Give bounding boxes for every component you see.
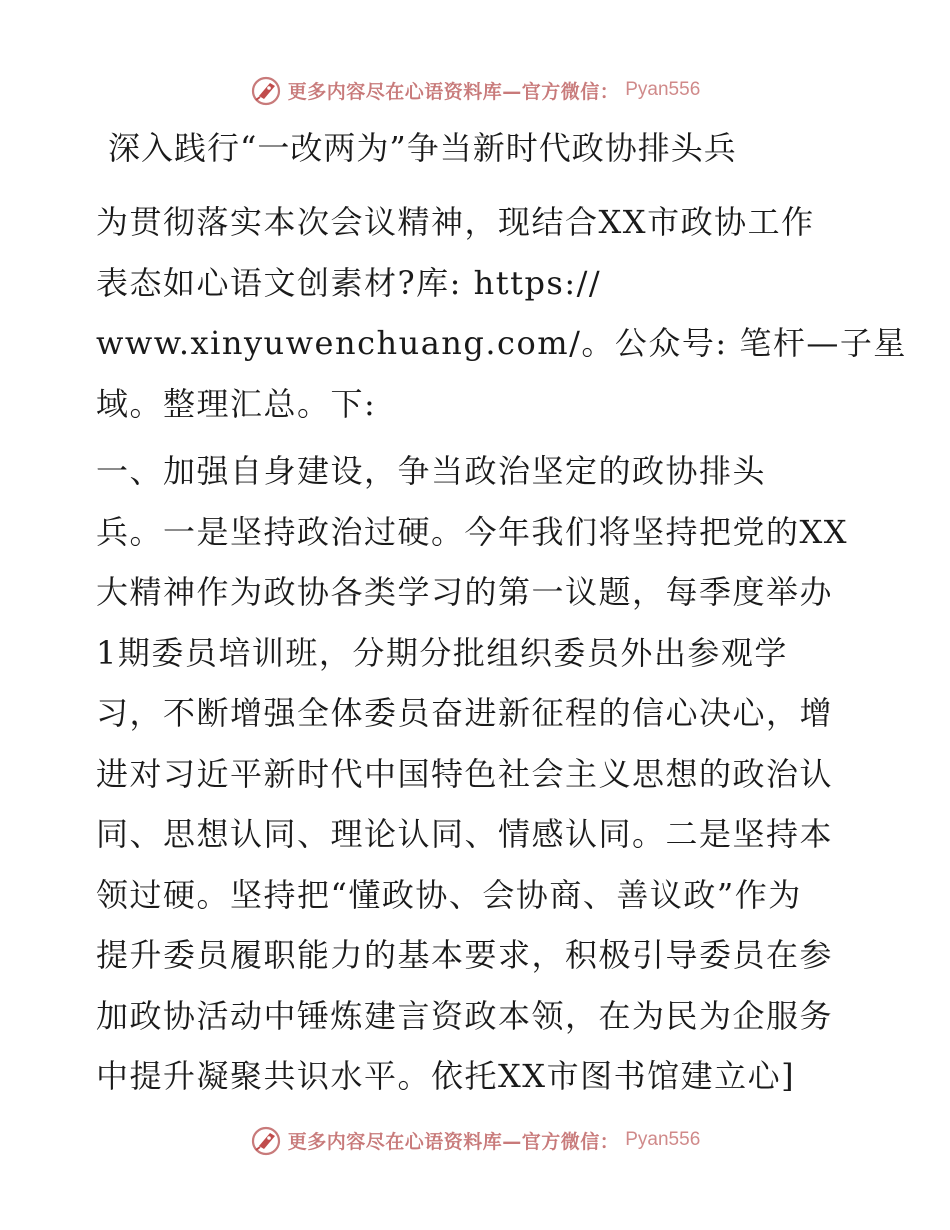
- text-line: 1期委员培训班，分期分批组织委员外出参观学: [96, 633, 788, 672]
- text-line: 为贯彻落实本次会议精神，现结合XX市政协工作: [96, 203, 815, 241]
- banner-wechat-handle: Pyan556: [625, 79, 701, 100]
- text-line: 表态如心语文创素材?库: https://: [96, 263, 602, 302]
- text-line: 一、加强自身建设，争当政治坚定的政协排头: [96, 452, 767, 490]
- banner-wechat-handle: Pyan556: [625, 1129, 701, 1150]
- text-line: 习，不断增强全体委员奋进新征程的信心决心，增: [96, 694, 834, 732]
- banner-text: 更多内容尽在心语资料库—官方微信：: [287, 1130, 620, 1153]
- text-line: 大精神作为政协各类学习的第一议题，每季度举办: [96, 573, 834, 611]
- text-line: 同、思想认同、理论认同、情感认同。二是坚持本: [96, 815, 834, 853]
- text-line: 加政协活动中锤炼建言资政本领，在为民为企服务: [96, 996, 834, 1035]
- pen-nib-logo-icon: [250, 74, 282, 106]
- text-line: 中提升凝聚共识水平。依托XX市图书馆建立心]: [96, 1057, 796, 1095]
- text-line: 兵。一是坚持政治过硬。今年我们将坚持把党的XX: [96, 512, 849, 551]
- text-line: 领过硬。坚持把“懂政协、会协商、善议政”作为: [96, 875, 802, 914]
- footer-banner: [0, 1120, 950, 1160]
- banner-text: 更多内容尽在心语资料库—官方微信：: [287, 80, 620, 103]
- section-one-paragraph: [96, 441, 866, 1107]
- text-line: 进对习近平新时代中国特色社会主义思想的政治认: [96, 754, 834, 793]
- text-line: 域。整理汇总。下:: [96, 384, 377, 423]
- intro-paragraph: [96, 192, 907, 434]
- text-line: www.xinyuwenchuang.com/。公众号: 笔杆—子星: [96, 324, 907, 362]
- pen-nib-logo-icon: [250, 1124, 282, 1156]
- document-title: 深入践行“一改两为”争当新时代政协排头兵: [108, 129, 737, 167]
- header-banner: [0, 70, 950, 110]
- text-line: 提升委员履职能力的基本要求，积极引导委员在参: [96, 936, 834, 974]
